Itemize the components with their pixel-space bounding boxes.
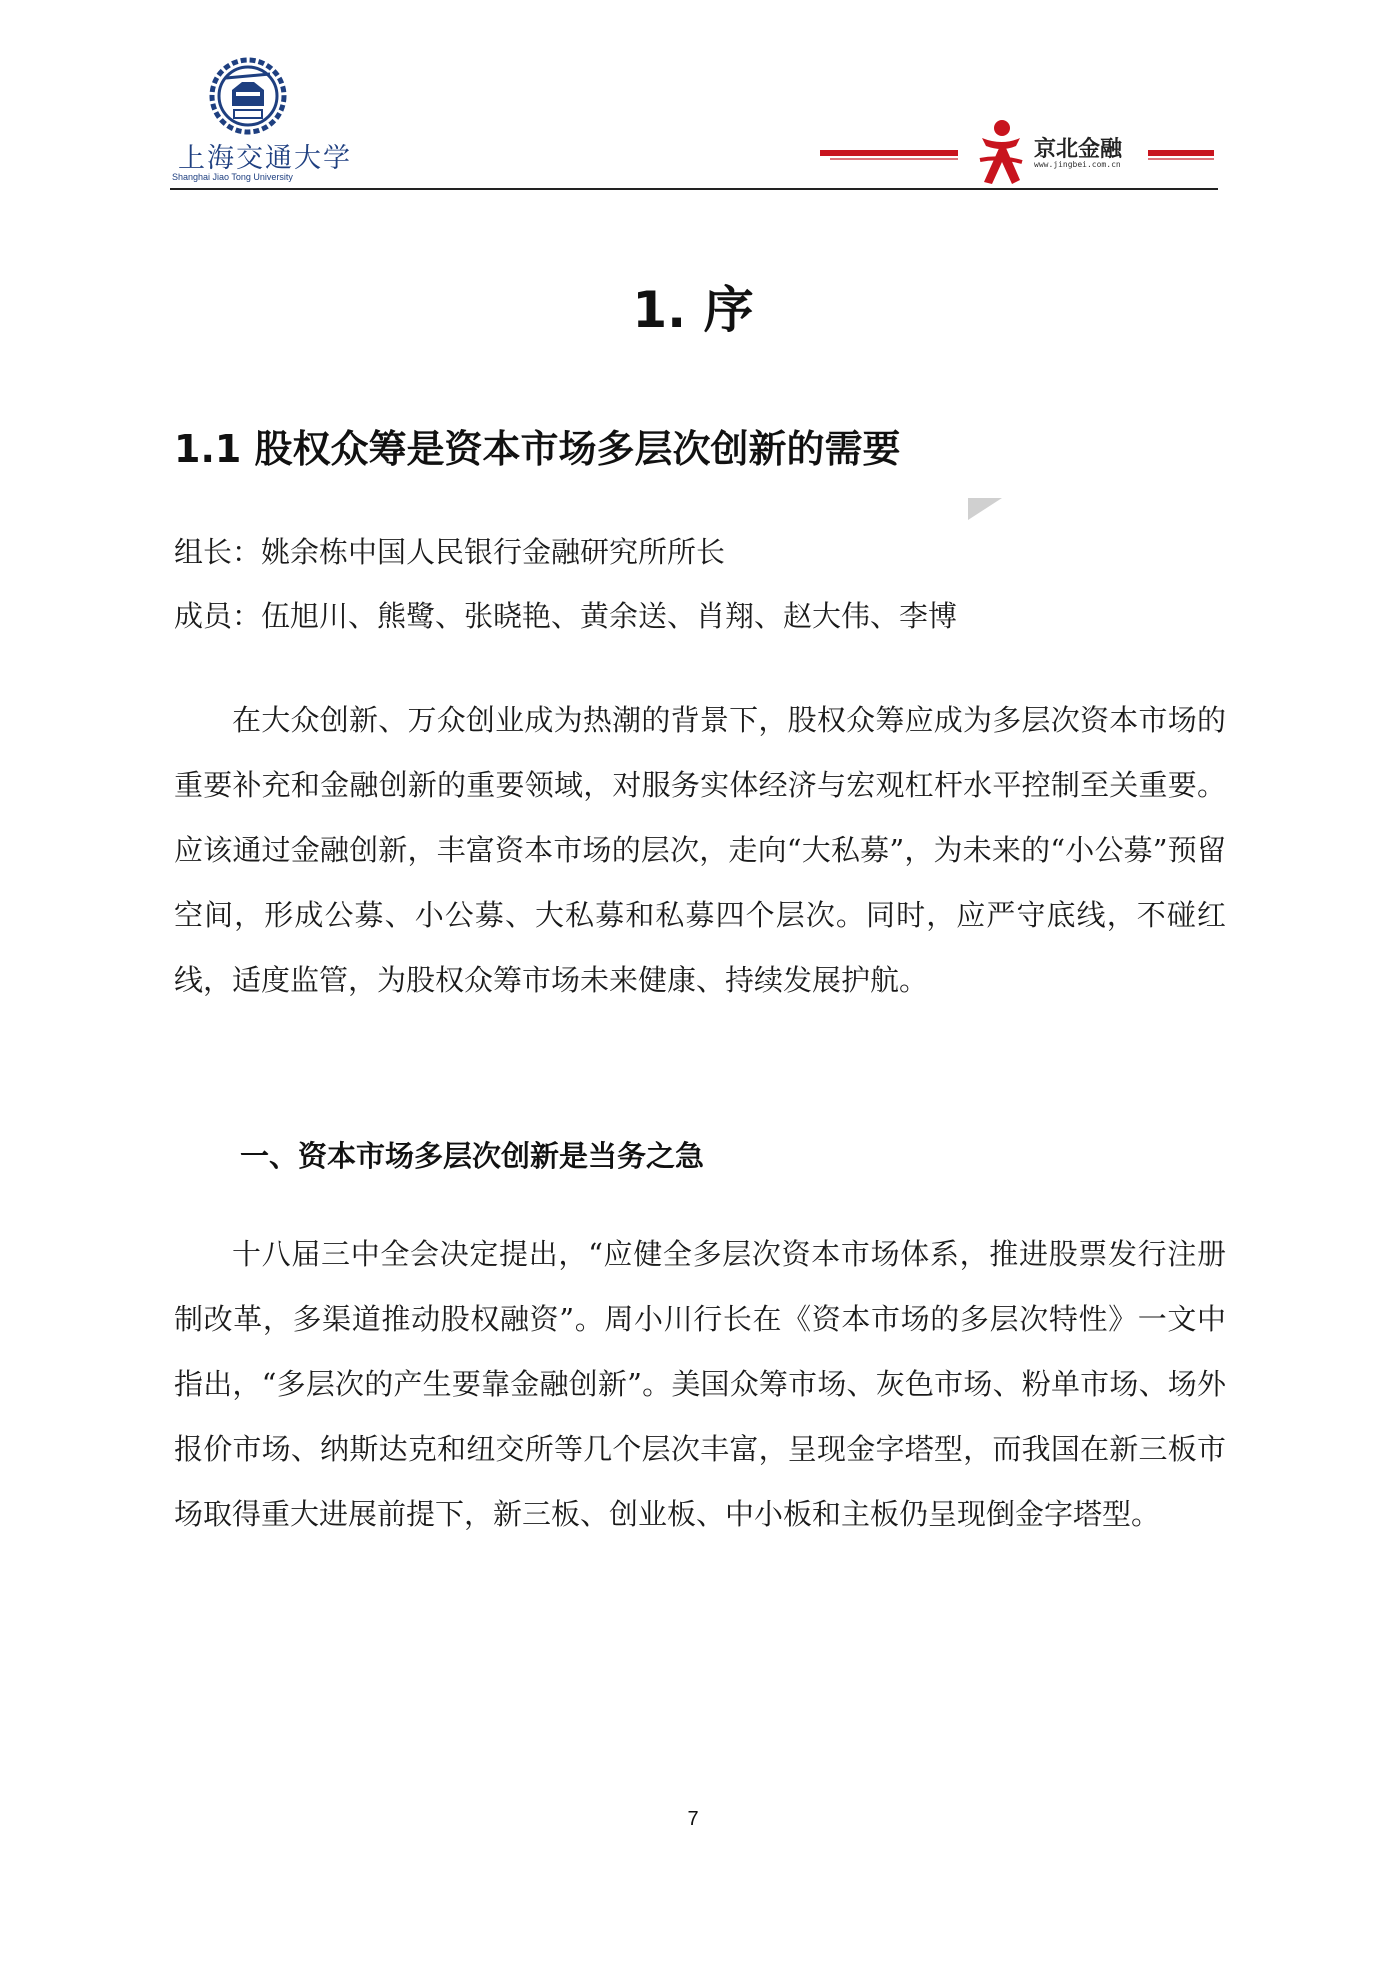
header-accent-bar bbox=[830, 158, 958, 160]
scan-corner-mark-icon bbox=[968, 498, 1002, 520]
header-accent-bar bbox=[1148, 158, 1214, 160]
group-members: 成员：伍旭川、熊鹭、张晓艳、黄余送、肖翔、赵大伟、李博 bbox=[174, 599, 958, 633]
group-leader: 组长：姚余栋中国人民银行金融研究所所长 bbox=[174, 535, 726, 569]
header-divider bbox=[170, 188, 1218, 190]
page-number: 7 bbox=[687, 1808, 699, 1830]
page-header bbox=[0, 0, 1386, 200]
header-accent-bar bbox=[820, 150, 958, 156]
intro-paragraph: 在大众创新、万众创业成为热潮的背景下，股权众筹应成为多层次资本市场的重要补充和金融创新的重要领域，对服务实体经济与宏观杠杆水平控制至关重要。应该通过金融创新，丰富资本市场的层次，走向“大私募”，为未来的“小公募”预留空间，形成公募、小公募、大私募和私募四个层次。同时，应严守底线，不碰红线，适度监管，为股权众筹市场未来健康、持续发展护航。 bbox=[174, 703, 1226, 997]
subsection-heading: 一、资本市场多层次创新是当务之急 bbox=[240, 1139, 705, 1173]
header-accent-bar bbox=[1148, 150, 1214, 156]
chapter-title: 1. 序 bbox=[632, 281, 754, 339]
sjtu-name-cn: 上海交通大学 bbox=[178, 143, 352, 174]
jingbei-url: www.jingbei.com.cn bbox=[1034, 160, 1121, 169]
sjtu-name-en: Shanghai Jiao Tong University bbox=[172, 172, 293, 182]
jingbei-logo-icon bbox=[972, 116, 1028, 190]
body-paragraph: 十八届三中全会决定提出，“应健全多层次资本市场体系，推进股票发行注册制改革，多渠道推动股权融资”。周小川行长在《资本市场的多层次特性》一文中指出，“多层次的产生要靠金融创新”。美国众筹市场、灰色市场、粉单市场、场外报价市场、纳斯达克和纽交所等几个层次丰富，呈现金字塔型，而我国在新三板市场取得重大进展前提下，新三板、创业板、中小板和主板仍呈现倒金字塔型。 bbox=[174, 1237, 1226, 1531]
jingbei-name: 京北金融 bbox=[1034, 137, 1123, 162]
section-title: 1.1 股权众筹是资本市场多层次创新的需要 bbox=[174, 427, 901, 471]
